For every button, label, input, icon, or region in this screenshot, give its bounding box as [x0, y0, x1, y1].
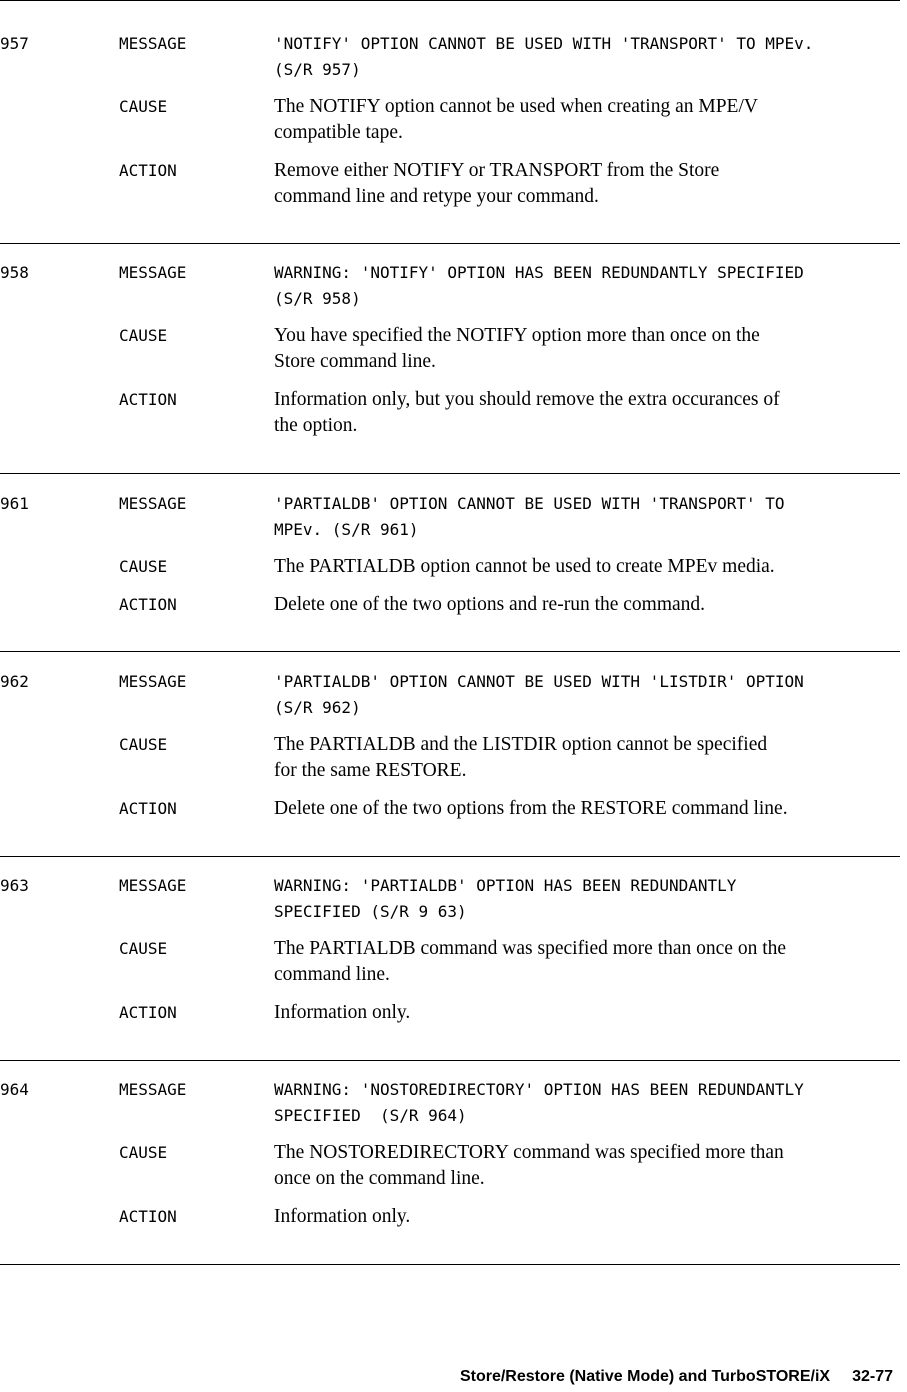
action-line: command line and retype your command.: [274, 186, 599, 207]
message-line: (S/R 958): [274, 289, 361, 308]
cause-line: The PARTIALDB command was specified more than once on the: [274, 938, 787, 959]
action-label: ACTION: [119, 799, 177, 818]
error-number: 958: [0, 263, 29, 282]
cause-label: CAUSE: [119, 557, 168, 576]
page-footer: [460, 1368, 893, 1386]
action-line: the option.: [274, 415, 358, 436]
message-line: 'PARTIALDB' OPTION CANNOT BE USED WITH 'TRANSPORT' TO: [274, 494, 785, 513]
cause-line: once on the command line.: [274, 1168, 485, 1189]
message-line: MPEv. (S/R 961): [274, 520, 419, 539]
message-line: SPECIFIED (S/R 964): [274, 1106, 467, 1125]
divider-rule: [0, 856, 900, 857]
message-line: SPECIFIED (S/R 9 63): [274, 902, 467, 921]
cause-label: CAUSE: [119, 326, 168, 345]
action-label: ACTION: [119, 1207, 177, 1226]
cause-line: Store command line.: [274, 351, 436, 372]
cause-line: The NOTIFY option cannot be used when creating an MPE/V: [274, 96, 758, 117]
action-label: ACTION: [119, 161, 177, 180]
action-line: Delete one of the two options from the RESTORE command line.: [274, 798, 788, 819]
divider-rule: [0, 473, 900, 474]
message-line: WARNING: 'NOTIFY' OPTION HAS BEEN REDUNDANTLY SPECIFIED: [274, 263, 804, 282]
error-number: 957: [0, 34, 29, 53]
cause-line: for the same RESTORE.: [274, 760, 467, 781]
action-label: ACTION: [119, 390, 177, 409]
cause-line: The PARTIALDB option cannot be used to create MPEv media.: [274, 556, 775, 577]
page-number: 32-77: [852, 1368, 893, 1385]
divider-rule: [0, 1060, 900, 1061]
action-line: Information only.: [274, 1206, 411, 1227]
message-line: 'NOTIFY' OPTION CANNOT BE USED WITH 'TRANSPORT' TO MPEv.: [274, 34, 814, 53]
cause-line: compatible tape.: [274, 122, 403, 143]
error-number: 961: [0, 494, 29, 513]
cause-line: command line.: [274, 964, 390, 985]
message-line: (S/R 962): [274, 698, 361, 717]
action-label: ACTION: [119, 595, 177, 614]
cause-label: CAUSE: [119, 735, 168, 754]
message-label: MESSAGE: [119, 876, 187, 895]
message-label: MESSAGE: [119, 494, 187, 513]
cause-label: CAUSE: [119, 97, 168, 116]
cause-line: The NOSTOREDIRECTORY command was specified more than: [274, 1142, 784, 1163]
footer-title: Store/Restore (Native Mode) and TurboSTORE/iX: [459, 1368, 831, 1385]
action-label: ACTION: [119, 1003, 177, 1022]
message-line: (S/R 957): [274, 60, 361, 79]
divider-rule: [0, 0, 900, 1]
divider-rule: [0, 243, 900, 244]
message-line: WARNING: 'NOSTOREDIRECTORY' OPTION HAS BEEN REDUNDANTLY: [274, 1080, 804, 1099]
error-number: 963: [0, 876, 29, 895]
message-label: MESSAGE: [119, 34, 187, 53]
action-line: Remove either NOTIFY or TRANSPORT from the Store: [274, 160, 720, 181]
error-number: 964: [0, 1080, 29, 1099]
cause-label: CAUSE: [119, 1143, 168, 1162]
divider-rule: [0, 1264, 900, 1265]
cause-line: You have specified the NOTIFY option more than once on the: [274, 325, 760, 346]
cause-label: CAUSE: [119, 939, 168, 958]
message-label: MESSAGE: [119, 672, 187, 691]
message-line: 'PARTIALDB' OPTION CANNOT BE USED WITH 'LISTDIR' OPTION: [274, 672, 804, 691]
message-line: WARNING: 'PARTIALDB' OPTION HAS BEEN REDUNDANTLY: [274, 876, 737, 895]
message-label: MESSAGE: [119, 1080, 187, 1099]
action-line: Delete one of the two options and re-run the command.: [274, 594, 706, 615]
cause-line: The PARTIALDB and the LISTDIR option cannot be specified: [274, 734, 768, 755]
action-line: Information only.: [274, 1002, 411, 1023]
action-line: Information only, but you should remove the extra occurances of: [274, 389, 780, 410]
error-number: 962: [0, 672, 29, 691]
divider-rule: [0, 651, 900, 652]
message-label: MESSAGE: [119, 263, 187, 282]
